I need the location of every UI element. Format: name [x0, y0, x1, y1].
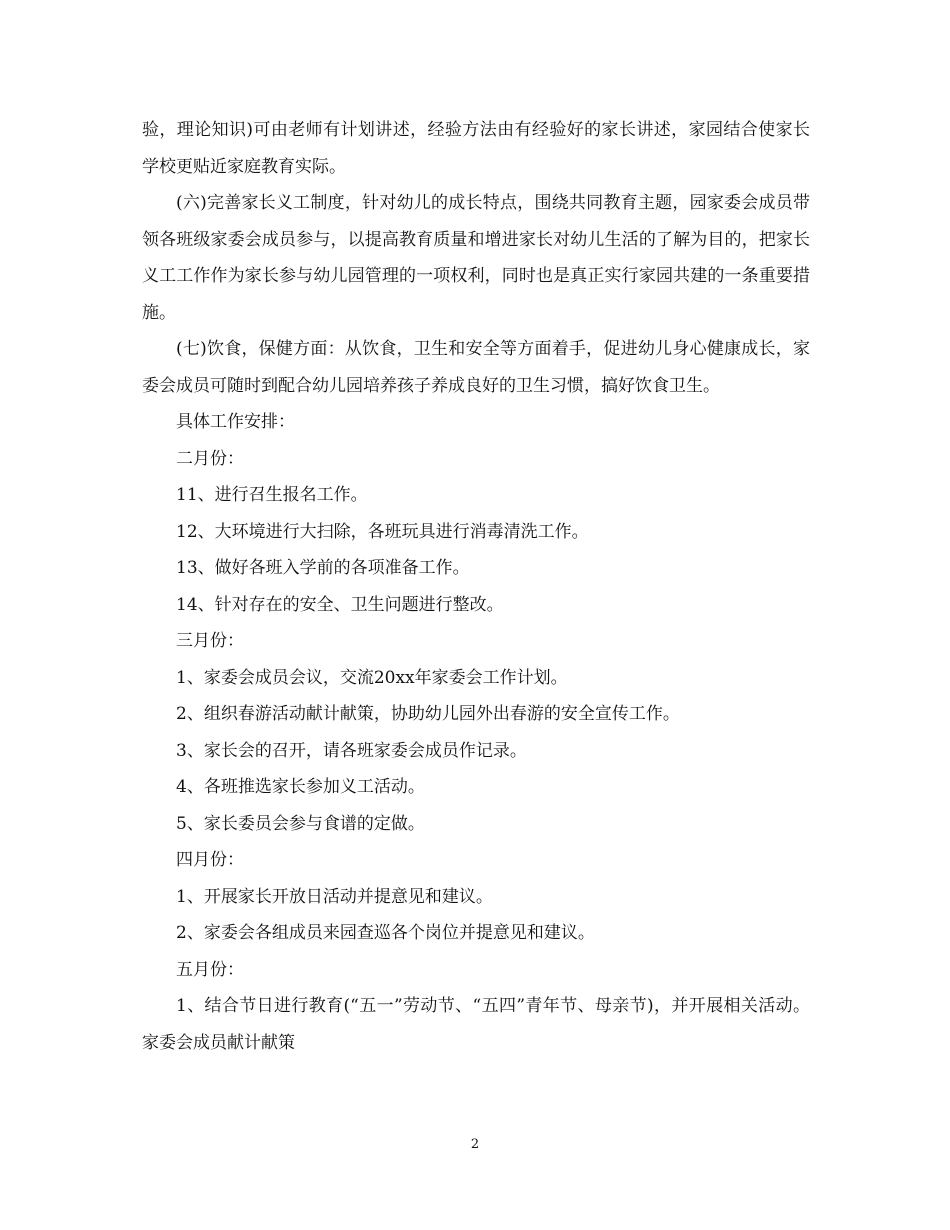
list-item: 13、做好各班入学前的各项准备工作。: [176, 558, 470, 578]
list-item: 5、家长委员会参与食谱的定做。: [176, 813, 425, 834]
document-body: [142, 112, 810, 1061]
list-item: 14、针对存在的安全、卫生问题进行整改。: [176, 594, 504, 615]
list-item: 1、开展家长开放日活动并提意见和建议。: [176, 886, 493, 907]
paragraph: (六)完善家长义工制度，针对幼儿的成长特点，围绕共同教育主题，园家委会成员带领各班级家委会成员参与，以提高教育质量和增进家长对幼儿生活的了解为目的，把家长义工工作作为家长参与幼儿园管理的一项权利，同时也是真正实行家园共建的一条重要措施。: [142, 193, 810, 323]
list-item: 1、家委会成员会议，交流20xx年家委会工作计划。: [176, 667, 568, 688]
month-heading: 二月份：: [176, 448, 244, 469]
section-heading: 具体工作安排：: [176, 412, 295, 432]
list-item: 11、进行召生报名工作。: [176, 485, 368, 505]
list-item: 3、家长会的召开，请各班家委会成员作记录。: [176, 740, 527, 761]
month-heading: 三月份：: [176, 631, 244, 651]
list-item: 4、各班推选家长参加义工活动。: [176, 777, 425, 797]
month-heading: 五月份：: [176, 959, 244, 980]
list-item: 12、大环境进行大扫除，各班玩具进行消毒清洗工作。: [176, 521, 589, 542]
month-heading: 四月份：: [176, 850, 244, 870]
paragraph: 验，理论知识)可由老师有计划讲述，经验方法由有经验好的家长讲述，家园结合使家长学校更贴近家庭教育实际。: [142, 120, 810, 177]
list-item: 2、组织春游活动献计献策，协助幼儿园外出春游的安全宣传工作。: [176, 704, 680, 724]
page-number: 2: [470, 1137, 480, 1152]
paragraph: (七)饮食，保健方面：从饮食，卫生和安全等方面着手，促进幼儿身心健康成长，家委会成员可随时到配合幼儿园培养孩子养成良好的卫生习惯，搞好饮食卫生。: [142, 339, 810, 396]
list-item: 1、结合节日进行教育(“五一”劳动节、“五四”青年节、母亲节)，并开展相关活动。家委会成员献计献策: [142, 996, 810, 1053]
list-item: 2、家委会各组成员来园查巡各个岗位并提意见和建议。: [176, 923, 595, 943]
